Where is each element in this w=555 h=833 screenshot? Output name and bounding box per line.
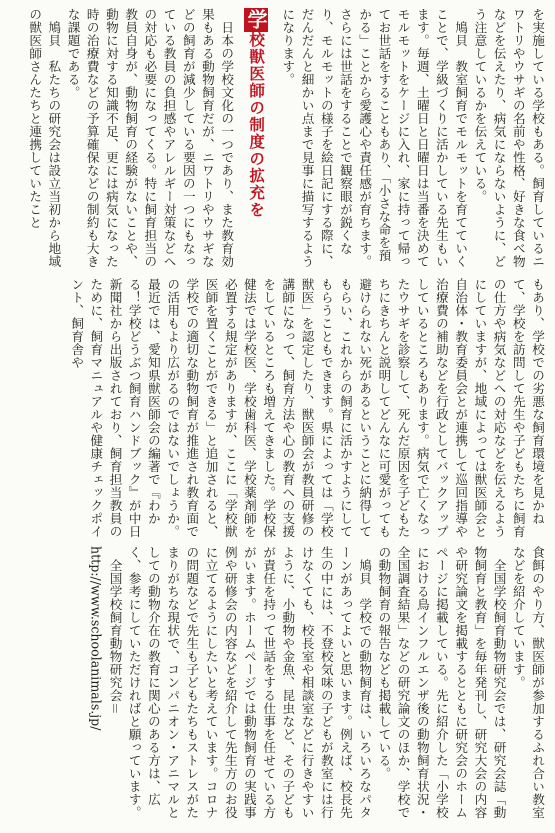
paragraph-school-events: を実施している学校もある。飼育しているニワトリやウサギの名前や性格、好きな食べ物などを伝えたり、病気にならないように、どう注意しているかを伝えている。	[472, 8, 545, 268]
website-link[interactable]: http://www.schoolanimals.jp/	[88, 546, 104, 731]
paragraph-school-vet-system: もあり、学校での劣悪な飼育環境を見かねて、学校を訪問して先生や子どもたちに飼育の仕方や病気などへの対応などを伝えるようにしていますが、地域によっては獣医師会と自治体・教育委員会とが連携して巡回指導や治療費の補助などを行政としてバックアップしているところもあります。病気で亡くなったウサギを診察して、死んだ原因を子どもたちにきちんと説明してどんなに可愛がっても避けられない死があるということに納得してもらい、これからの飼育に活かすようにしてもらうこともできます。県によっては「学校獣医」を認定したり、獣医師会が教員研修の講師になって、飼育方法や心の教育への支援をしているところも増えてきました。学校保健法では学校医、学校歯科医、学校薬剤師を必置する規定がありますが、ここに「学校獣医師を置くことができる」と追加されると、学校での適切な動物飼育が推進され教育面での活用もより広がるのではないでしょうか。最近では、愛知県獣医師会の編著で『わかる！学校どうぶつ飼育ハンドブック』が中日新聞社から出版されており、飼育担当教員のために、飼育マニュアルや健康チェックポイント、飼育舎や	[69, 278, 545, 538]
column-tier-top	[8, 8, 547, 270]
paragraph-research-journal: 全国学校飼育動物研究会では、研究会誌「動物飼育と教育」を毎年発刊し、研究大会の内容や研究論文を掲載するとともに研究会のホームページに掲載している。先に紹介した「小学校における鳥インフルエンザ後の動物飼育状況・全国調査結果」などの研究論文のほか、学校での動物飼育の報告なども掲載している。	[376, 546, 507, 819]
paragraph-vet-cooperation: 鳩貝 私たちの研究会は設立当初から地域の獣医師さんたちと連携していたこと	[27, 8, 62, 268]
paragraph-school-culture: 日本の学校文化の一つであり、また教育効果もある動物飼育だが、ニワトリやウサギなどの飼育が減少している要因の一つにもなっている教員の負担感やアレルギー対策などへの対応も必要になってくる。特に飼育担当の教員自身が、動物飼育の経験がないことや、動物に対する知識不足、更には病気になった時の治療費などの予算確保などの制約も大きな課題である。	[65, 8, 235, 268]
column-tier-middle	[8, 278, 547, 540]
section-heading	[244, 8, 268, 270]
paragraph-guinea-pig-class: 鳩貝 教室飼育でモルモットを育てていくことで、学級づくりに活かしている先生もいます。毎週、土曜日と日曜日は当番を決めてモルモットをケージに入れ、家に持って帰ってお世話をすることもあり、「小さな命を預かる」ことから愛護心や責任感が育ちます。さらには世話をすることで観察眼が鋭くなり、モルモットの様子を絵日記にする際に、だんだんと細かい点まで見事に描写するようになります。	[280, 8, 469, 268]
section-heading-mark: 学	[244, 9, 269, 31]
paragraph-handbook-contents: 食餌のやり方、獣医師が参加するふれ合い教室などを紹介しています。	[510, 546, 545, 819]
paragraph-website-info	[86, 546, 124, 825]
paragraph-animal-patterns: 鳩貝 学校での動物飼育は、いろいろなパターンがあってよいと思います。例えば、校長先生の中には、不登校気味の子どもが教室には行けなくても、校長室や相談室などに行きやすいように、小動物や金魚、昆虫など、その子どもが責任を持って世話をする仕事を任せている方がいます。ホームページでは動物飼育の実践事例や研修会の内容などを紹介して先生方のお役に立てるようにしたいと考えています。コロナの問題などで先生も子どもたちもストレスがたまりがちな現状で、コンパニオン・アニマルとしての動物介在の教育に関心のある方は、広く、参考にしていただければと願っています。	[126, 546, 373, 819]
section-heading-text: 校獣医師の制度の拡充を	[247, 31, 266, 219]
website-label: 全国学校飼育動物研究会＝	[107, 558, 123, 715]
column-tier-bottom	[8, 546, 547, 825]
